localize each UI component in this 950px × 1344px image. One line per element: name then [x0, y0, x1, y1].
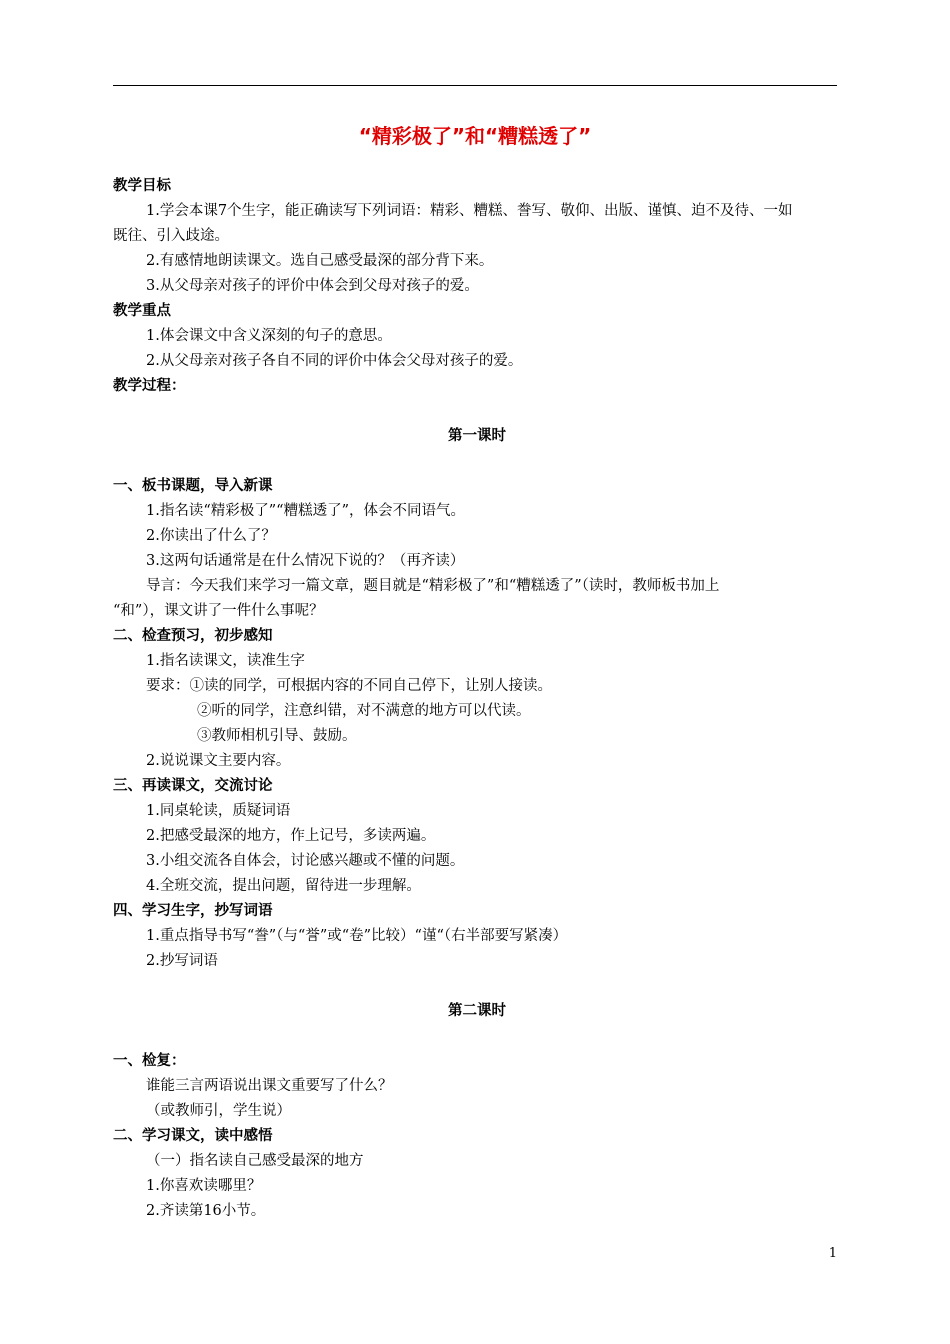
objective-item: 3.从父母亲对孩子的评价中体会到父母对孩子的爱。 [146, 278, 479, 294]
list-item: 导言：今天我们来学习一篇文章，题目就是“精彩极了”和“糟糕透了”（读时，教师板书加上 [146, 578, 720, 594]
lesson1-heading: 第一课时 [448, 428, 506, 444]
lesson2-section2-heading: 二、学习课文，读中感悟 [113, 1128, 273, 1144]
page-number: 1 [828, 1246, 837, 1261]
list-item: 2.抄写词语 [146, 953, 218, 969]
document-title: “精彩极了”和“糟糕透了” [358, 124, 592, 148]
list-item: （一）指名读自己感受最深的地方 [146, 1153, 364, 1169]
objective-item: 2.有感情地朗读课文。选自己感受最深的部分背下来。 [146, 253, 494, 269]
key-points-heading: 教学重点 [113, 303, 171, 319]
list-item: 2.你读出了什么了？ [146, 528, 276, 544]
key-point-item: 2.从父母亲对孩子各自不同的评价中体会父母对孩子的爱。 [146, 353, 523, 369]
list-item: 1.指名读课文，读准生字 [146, 653, 305, 669]
list-item: 谁能三言两语说出课文重要写了什么？ [146, 1078, 393, 1094]
objective-item-continuation: 既往、引入歧途。 [113, 228, 229, 244]
header-rule [113, 85, 837, 86]
list-item: 1.你喜欢读哪里？ [146, 1178, 262, 1194]
lesson2-section1-heading: 一、检复： [113, 1053, 186, 1069]
list-item: 4.全班交流，提出问题，留待进一步理解。 [146, 878, 421, 894]
lesson1-section2-heading: 二、检查预习，初步感知 [113, 628, 273, 644]
list-item: 1.重点指导书写“誊”（与“誉”或“卷”比较）“谨“（右半部要写紧凑） [146, 928, 568, 944]
lesson2-heading: 第二课时 [448, 1003, 506, 1019]
lesson1-section3-heading: 三、再读课文，交流讨论 [113, 778, 273, 794]
process-heading: 教学过程： [113, 378, 186, 394]
lesson1-section1-heading: 一、板书课题，导入新课 [113, 478, 273, 494]
list-item: 1.指名读“精彩极了”“糟糕透了”，体会不同语气。 [146, 503, 465, 519]
list-item: ③教师相机引导、鼓励。 [197, 728, 357, 744]
key-point-item: 1.体会课文中含义深刻的句子的意思。 [146, 328, 392, 344]
list-item: 要求：①读的同学，可根据内容的不同自己停下，让别人接读。 [146, 678, 552, 694]
list-item: ②听的同学，注意纠错，对不满意的地方可以代读。 [197, 703, 531, 719]
objectives-heading: 教学目标 [113, 178, 171, 194]
list-item-continuation: “和”），课文讲了一件什么事呢？ [113, 603, 324, 619]
objective-item: 1.学会本课7个生字，能正确读写下列词语：精彩、糟糕、誊写、敬仰、出版、谨慎、迫不及待、一如 [146, 203, 793, 219]
list-item: 2.说说课文主要内容。 [146, 753, 291, 769]
list-item: 2.齐读第16小节。 [146, 1203, 266, 1219]
list-item: 1.同桌轮读，质疑词语 [146, 803, 291, 819]
list-item: 3.这两句话通常是在什么情况下说的？（再齐读） [146, 553, 465, 569]
lesson1-section4-heading: 四、学习生字，抄写词语 [113, 903, 273, 919]
list-item: 3.小组交流各自体会，讨论感兴趣或不懂的问题。 [146, 853, 465, 869]
list-item: 2.把感受最深的地方，作上记号，多读两遍。 [146, 828, 436, 844]
document-body [113, 174, 841, 1224]
list-item: （或教师引，学生说） [146, 1103, 291, 1119]
